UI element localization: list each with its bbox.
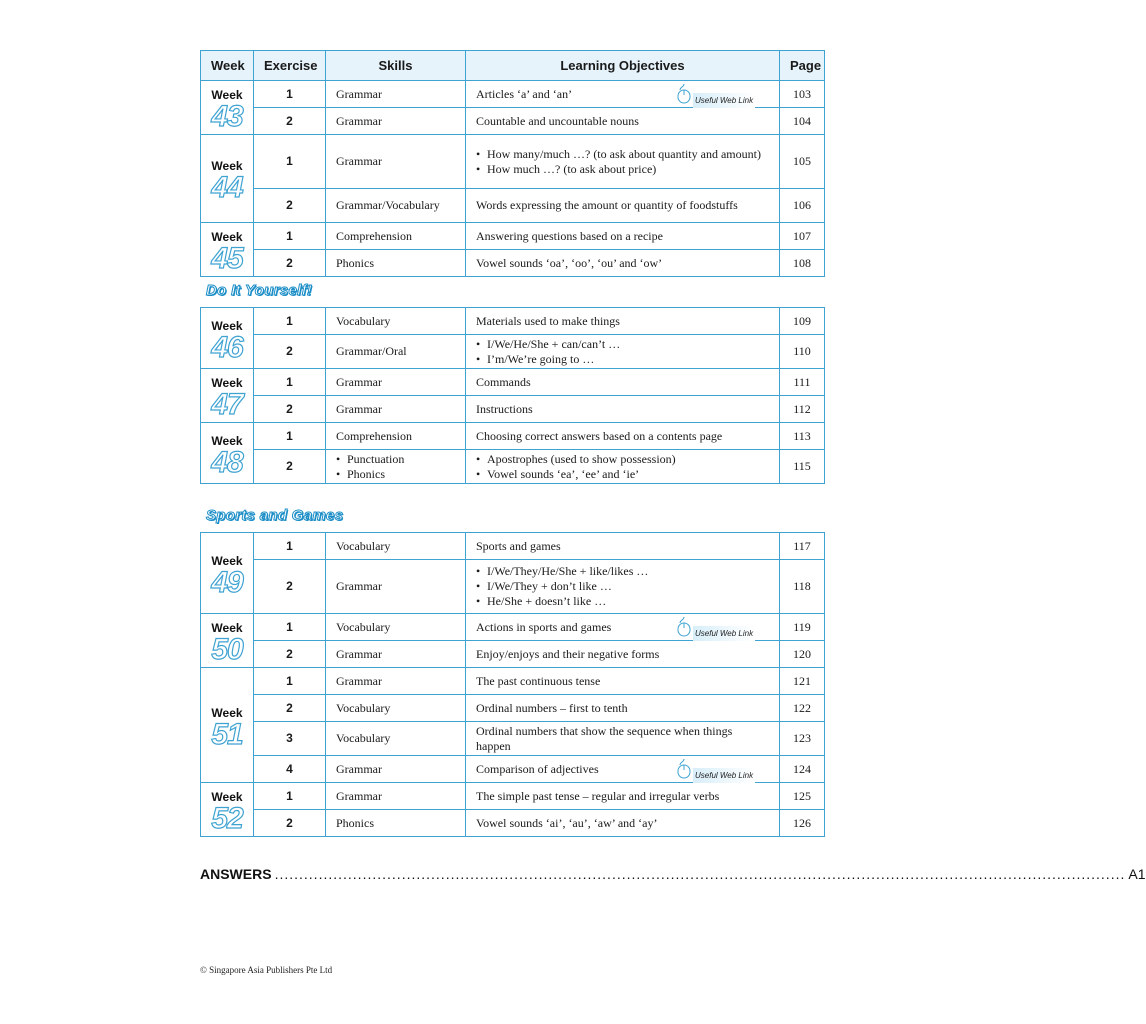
page-number: 106 bbox=[780, 189, 825, 223]
objectives-cell bbox=[466, 396, 780, 423]
week-number: 43 bbox=[211, 100, 243, 133]
table-row bbox=[201, 308, 825, 335]
objective-text: Ordinal numbers that show the sequence when things happen bbox=[476, 723, 733, 753]
objectives-cell bbox=[466, 450, 780, 484]
exercise-number: 2 bbox=[254, 695, 326, 722]
page-number: 118 bbox=[780, 560, 825, 614]
objective-text: Answering questions based on a recipe bbox=[476, 228, 663, 243]
week-number: 46 bbox=[211, 330, 243, 364]
objective-text: Enjoy/enjoys and their negative forms bbox=[476, 646, 660, 661]
skills-cell bbox=[326, 450, 466, 484]
objectives-cell bbox=[466, 641, 780, 668]
week-number: 44 bbox=[211, 171, 243, 204]
exercise-number: 1 bbox=[254, 308, 326, 335]
week-cell bbox=[201, 783, 254, 837]
week-cell bbox=[201, 369, 254, 423]
objectives-cell bbox=[466, 668, 780, 695]
page-number: 121 bbox=[780, 668, 825, 695]
skill-item: • Phonics bbox=[336, 467, 455, 482]
objective-text: Choosing correct answers based on a contents page bbox=[476, 428, 723, 443]
week-cell bbox=[201, 533, 254, 614]
skills-cell: Grammar/Oral bbox=[326, 335, 466, 369]
objective-text: Vowel sounds ‘oa’, ‘oo’, ‘ou’ and ‘ow’ bbox=[476, 255, 663, 270]
exercise-number: 1 bbox=[254, 783, 326, 810]
web-link-label: Useful Web Link bbox=[693, 768, 755, 783]
week-label: Week bbox=[211, 705, 243, 720]
skills-cell: Comprehension bbox=[326, 423, 466, 450]
objectives-cell bbox=[466, 722, 780, 756]
week-cell bbox=[201, 81, 254, 135]
objectives-cell bbox=[466, 560, 780, 614]
useful-web-link[interactable] bbox=[673, 84, 765, 106]
objectives-cell bbox=[466, 369, 780, 396]
objective-text: Ordinal numbers – first to tenth bbox=[476, 700, 628, 715]
exercise-number: 1 bbox=[254, 369, 326, 396]
exercise-number: 1 bbox=[254, 533, 326, 560]
exercise-number: 2 bbox=[254, 335, 326, 369]
useful-web-link[interactable] bbox=[673, 759, 765, 781]
skills-cell: Vocabulary bbox=[326, 722, 466, 756]
objectives-cell bbox=[466, 189, 780, 223]
mouse-icon bbox=[677, 617, 691, 637]
week-cell bbox=[201, 135, 254, 223]
objective-text: Countable and uncountable nouns bbox=[476, 113, 639, 128]
table-row bbox=[201, 533, 825, 560]
week-label: Week bbox=[211, 318, 243, 333]
mouse-icon bbox=[677, 759, 691, 779]
week-cell bbox=[201, 308, 254, 369]
table-row bbox=[201, 783, 825, 810]
week-label: Week bbox=[211, 376, 243, 390]
table-row bbox=[201, 396, 825, 423]
exercise-number: 2 bbox=[254, 450, 326, 484]
week-label: Week bbox=[211, 159, 243, 173]
page-number: 103 bbox=[780, 81, 825, 108]
contents-table-2 bbox=[200, 307, 825, 484]
week-label: Week bbox=[211, 88, 243, 102]
table-header-row bbox=[201, 51, 825, 81]
objective-item: • I/We/They/He/She + like/likes … bbox=[476, 564, 769, 579]
objective-text: Sports and games bbox=[476, 538, 561, 553]
week-number: 52 bbox=[211, 802, 243, 835]
exercise-number: 1 bbox=[254, 614, 326, 641]
objective-item: • Apostrophes (used to show possession) bbox=[476, 452, 769, 467]
objectives-cell bbox=[466, 135, 780, 189]
header-learning-objectives: Learning Objectives bbox=[466, 51, 780, 81]
objective-text: Actions in sports and games bbox=[476, 619, 612, 634]
page-number: 122 bbox=[780, 695, 825, 722]
copyright-notice: © Singapore Asia Publishers Pte Ltd bbox=[200, 965, 333, 975]
skills-cell: Vocabulary bbox=[326, 533, 466, 560]
table-row bbox=[201, 423, 825, 450]
skills-cell: Grammar bbox=[326, 396, 466, 423]
page-number: 124 bbox=[780, 756, 825, 783]
skills-cell: Phonics bbox=[326, 810, 466, 837]
week-label: Week bbox=[211, 790, 243, 804]
objective-text: Vowel sounds ‘ai’, ‘au’, ‘aw’ and ‘ay’ bbox=[476, 815, 658, 830]
objective-item: • How many/much …? (to ask about quantity and amount) bbox=[476, 147, 769, 162]
objectives-cell bbox=[466, 614, 780, 641]
objective-item: • He/She + doesn’t like … bbox=[476, 594, 769, 609]
table-row bbox=[201, 641, 825, 668]
contents-table-1 bbox=[200, 50, 825, 277]
answers-entry bbox=[200, 866, 1146, 882]
header-exercise: Exercise bbox=[254, 51, 326, 81]
page-number: 123 bbox=[780, 722, 825, 756]
objective-item: • Vowel sounds ‘ea’, ‘ee’ and ‘ie’ bbox=[476, 467, 769, 482]
week-cell bbox=[201, 423, 254, 484]
objective-item: • I’m/We’re going to … bbox=[476, 352, 769, 367]
table-row bbox=[201, 614, 825, 641]
week-number: 47 bbox=[211, 388, 243, 421]
table-row bbox=[201, 369, 825, 396]
leader-dots: .............................................................................................................................................................................. bbox=[274, 866, 1126, 882]
page-number: 113 bbox=[780, 423, 825, 450]
answers-page: A1 bbox=[1128, 866, 1146, 882]
table-row bbox=[201, 722, 825, 756]
exercise-number: 2 bbox=[254, 189, 326, 223]
section-title-sports-and-games: Sports and Games bbox=[206, 507, 344, 524]
table-row bbox=[201, 223, 825, 250]
objectives-cell bbox=[466, 756, 780, 783]
exercise-number: 1 bbox=[254, 668, 326, 695]
week-number: 50 bbox=[211, 633, 243, 666]
objectives-cell bbox=[466, 308, 780, 335]
section-title-do-it-yourself: Do It Yourself! bbox=[206, 282, 313, 299]
week-label: Week bbox=[211, 553, 243, 568]
objective-text: Comparison of adjectives bbox=[476, 761, 599, 776]
objective-text: Articles ‘a’ and ‘an’ bbox=[476, 86, 573, 101]
objectives-cell bbox=[466, 533, 780, 560]
exercise-number: 4 bbox=[254, 756, 326, 783]
objective-text: The past continuous tense bbox=[476, 673, 601, 688]
skills-cell: Grammar bbox=[326, 560, 466, 614]
table-row bbox=[201, 108, 825, 135]
page-number: 104 bbox=[780, 108, 825, 135]
table-row bbox=[201, 756, 825, 783]
week-cell bbox=[201, 223, 254, 277]
objective-text: Instructions bbox=[476, 401, 533, 416]
objective-text: Words expressing the amount or quantity of foodstuffs bbox=[476, 198, 738, 212]
week-label: Week bbox=[211, 621, 243, 635]
week-label: Week bbox=[211, 433, 243, 448]
skills-cell: Vocabulary bbox=[326, 695, 466, 722]
skills-cell: Grammar bbox=[326, 135, 466, 189]
skill-item: • Punctuation bbox=[336, 452, 455, 467]
table-row bbox=[201, 335, 825, 369]
week-cell bbox=[201, 668, 254, 783]
objectives-cell bbox=[466, 223, 780, 250]
exercise-number: 2 bbox=[254, 641, 326, 668]
exercise-number: 2 bbox=[254, 108, 326, 135]
exercise-number: 2 bbox=[254, 560, 326, 614]
page-number: 111 bbox=[780, 369, 825, 396]
skills-cell: Grammar bbox=[326, 81, 466, 108]
objectives-cell bbox=[466, 335, 780, 369]
exercise-number: 3 bbox=[254, 722, 326, 756]
exercise-number: 1 bbox=[254, 135, 326, 189]
page-number: 125 bbox=[780, 783, 825, 810]
mouse-icon bbox=[677, 84, 691, 104]
header-page: Page bbox=[780, 51, 825, 81]
objectives-cell bbox=[466, 81, 780, 108]
objectives-cell bbox=[466, 810, 780, 837]
skills-cell: Grammar bbox=[326, 369, 466, 396]
skills-cell: Grammar/Vocabulary bbox=[326, 189, 466, 223]
web-link-label: Useful Web Link bbox=[693, 93, 755, 108]
table-row bbox=[201, 450, 825, 484]
skills-cell: Vocabulary bbox=[326, 614, 466, 641]
week-cell bbox=[201, 614, 254, 668]
table-row bbox=[201, 135, 825, 189]
page-number: 119 bbox=[780, 614, 825, 641]
page-number: 117 bbox=[780, 533, 825, 560]
objective-item: • How much …? (to ask about price) bbox=[476, 162, 769, 177]
table-row bbox=[201, 189, 825, 223]
week-number: 51 bbox=[211, 717, 243, 751]
objective-text: Materials used to make things bbox=[476, 313, 620, 328]
skills-cell: Comprehension bbox=[326, 223, 466, 250]
page-number: 120 bbox=[780, 641, 825, 668]
objective-text: The simple past tense – regular and irregular verbs bbox=[476, 788, 720, 803]
table-row bbox=[201, 560, 825, 614]
week-number: 48 bbox=[211, 445, 243, 479]
skills-cell: Grammar bbox=[326, 108, 466, 135]
skills-cell: Grammar bbox=[326, 756, 466, 783]
objective-item: • I/We/He/She + can/can’t … bbox=[476, 337, 769, 352]
table-row bbox=[201, 668, 825, 695]
week-label: Week bbox=[211, 230, 243, 244]
table-row bbox=[201, 695, 825, 722]
week-number: 45 bbox=[211, 242, 243, 275]
week-number: 49 bbox=[211, 565, 243, 599]
skills-cell: Grammar bbox=[326, 668, 466, 695]
header-skills: Skills bbox=[326, 51, 466, 81]
exercise-number: 2 bbox=[254, 250, 326, 277]
answers-title: ANSWERS bbox=[200, 866, 272, 882]
table-row bbox=[201, 250, 825, 277]
objective-item: • I/We/They + don’t like … bbox=[476, 579, 769, 594]
header-week: Week bbox=[201, 51, 254, 81]
exercise-number: 2 bbox=[254, 810, 326, 837]
page-number: 112 bbox=[780, 396, 825, 423]
exercise-number: 2 bbox=[254, 396, 326, 423]
objectives-cell bbox=[466, 423, 780, 450]
useful-web-link[interactable] bbox=[673, 617, 765, 639]
skills-cell: Vocabulary bbox=[326, 308, 466, 335]
objectives-cell bbox=[466, 108, 780, 135]
exercise-number: 1 bbox=[254, 223, 326, 250]
objectives-cell bbox=[466, 695, 780, 722]
table-row bbox=[201, 81, 825, 108]
objectives-cell bbox=[466, 250, 780, 277]
contents-table-3 bbox=[200, 532, 825, 837]
page-number: 107 bbox=[780, 223, 825, 250]
exercise-number: 1 bbox=[254, 423, 326, 450]
page-number: 105 bbox=[780, 135, 825, 189]
objective-text: Commands bbox=[476, 374, 531, 389]
page-number: 110 bbox=[780, 335, 825, 369]
web-link-label: Useful Web Link bbox=[693, 626, 755, 641]
exercise-number: 1 bbox=[254, 81, 326, 108]
objectives-cell bbox=[466, 783, 780, 810]
table-row bbox=[201, 810, 825, 837]
page-number: 115 bbox=[780, 450, 825, 484]
skills-cell: Grammar bbox=[326, 641, 466, 668]
page-number: 126 bbox=[780, 810, 825, 837]
page-number: 108 bbox=[780, 250, 825, 277]
page-number: 109 bbox=[780, 308, 825, 335]
skills-cell: Grammar bbox=[326, 783, 466, 810]
skills-cell: Phonics bbox=[326, 250, 466, 277]
